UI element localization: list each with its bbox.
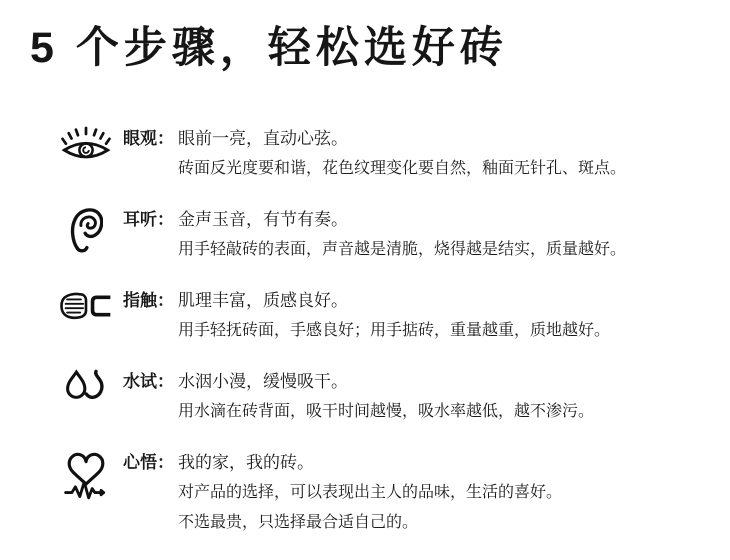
- step-detail: 砖面反光度要和谐，花色纹理变化要自然，釉面无针孔、斑点。: [178, 160, 627, 177]
- step-label: 心悟：: [123, 453, 174, 472]
- fist-knock-icon: [55, 286, 117, 322]
- heart-pulse-icon: [55, 448, 117, 502]
- step-row-eye: [55, 124, 715, 184]
- step-content: [123, 124, 715, 184]
- step-label: 耳听：: [123, 210, 174, 229]
- step-detail: 用手轻敲砖的表面，声音越是清脆，烧得越是结实，质量越好。: [178, 241, 627, 258]
- step-label: 指触：: [123, 291, 174, 310]
- step-detail: 用水滴在砖背面，吸干时间越慢，吸水率越低，越不渗污。: [178, 403, 595, 420]
- step-detail: 不选最贵，只选择最合适自己的。: [178, 514, 419, 531]
- step-tagline: 我的家，我的砖。: [178, 453, 314, 472]
- step-tagline: 肌理丰富，质感良好。: [178, 291, 348, 310]
- step-tagline: 金声玉音，有节有奏。: [178, 210, 348, 229]
- page-title: 5 个步骤，轻松选好砖: [30, 24, 508, 72]
- step-row-touch: [55, 286, 715, 346]
- step-content: [123, 367, 715, 427]
- step-tagline: 眼前一亮，直动心弦。: [178, 129, 348, 148]
- step-content: [123, 286, 715, 346]
- step-detail: 对产品的选择，可以表现出主人的品味，生活的喜好。: [178, 484, 563, 501]
- water-drops-icon: [55, 367, 117, 404]
- step-label: 眼观：: [123, 129, 174, 148]
- ear-icon: [55, 205, 117, 253]
- step-detail: 用手轻抚砖面，手感良好；用手掂砖，重量越重，质地越好。: [178, 322, 611, 339]
- step-label: 水试：: [123, 372, 174, 391]
- step-tagline: 水洇小漫，缓慢吸干。: [178, 372, 348, 391]
- step-row-ear: [55, 205, 715, 265]
- step-content: [123, 205, 715, 265]
- eye-icon: [55, 124, 117, 163]
- step-row-heart: [55, 448, 715, 538]
- steps-list: [55, 124, 715, 559]
- step-content: [123, 448, 715, 538]
- step-row-water: [55, 367, 715, 427]
